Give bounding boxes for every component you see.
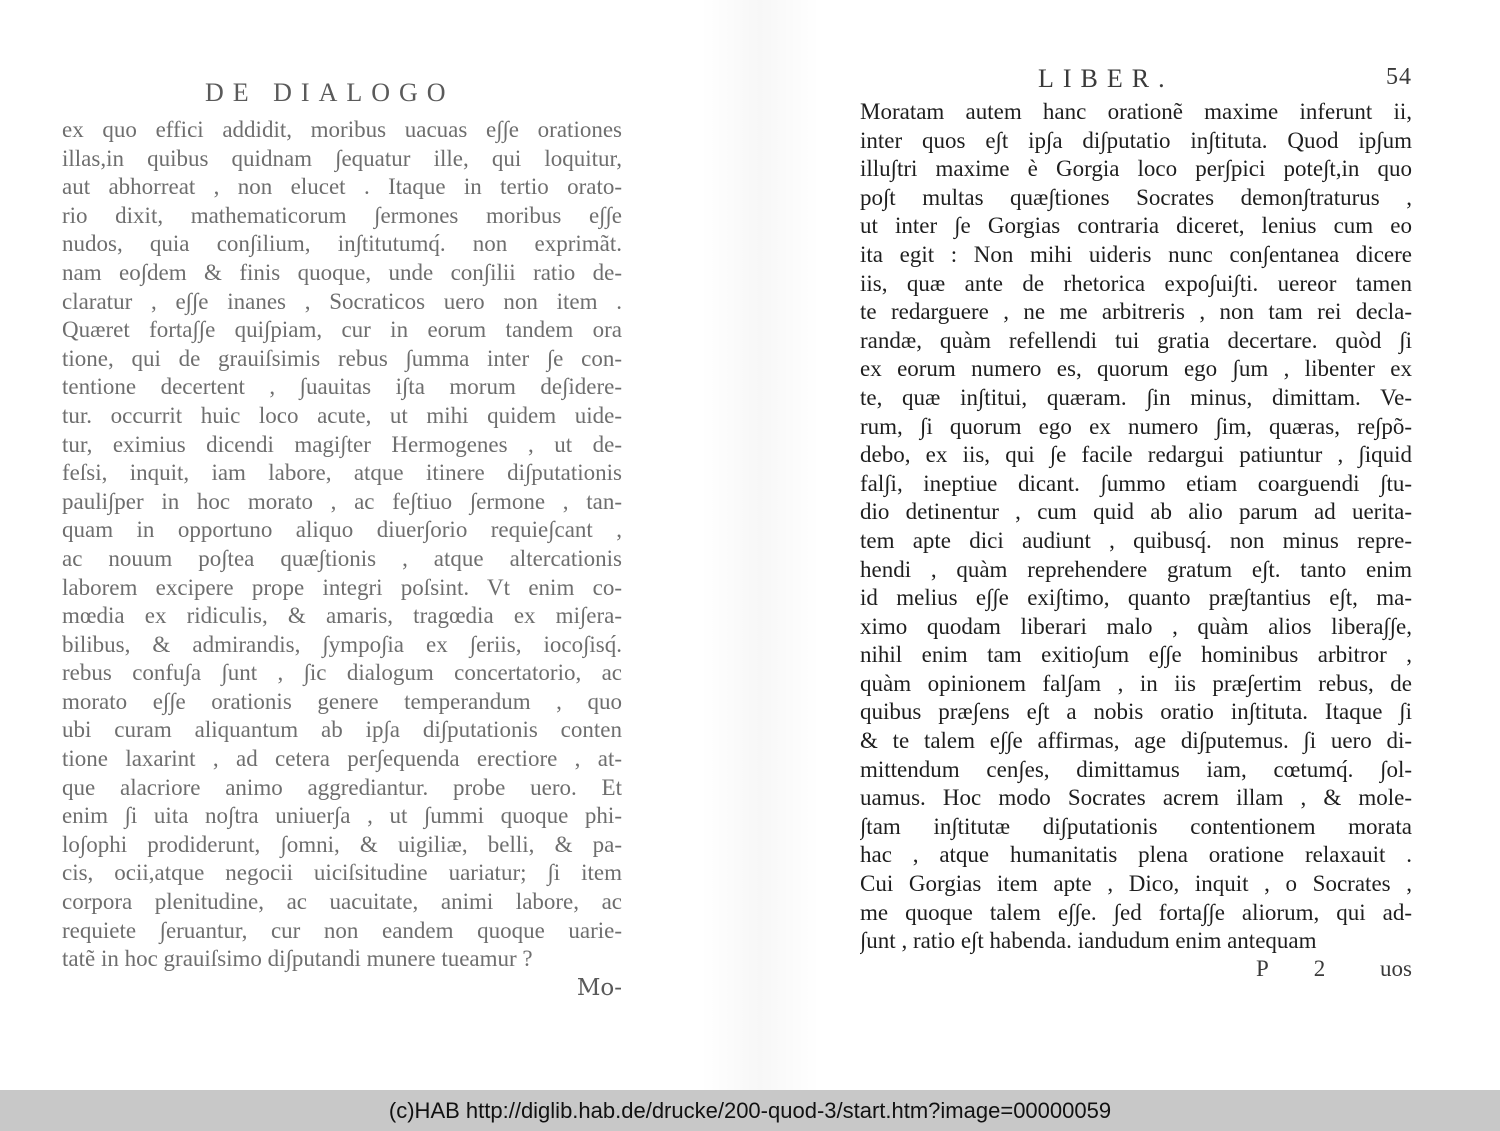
text-line: tione laxarint , ad cetera per∫equenda erectiore , at- <box>62 746 622 772</box>
text-line: cis, ocii,atque negocii uiciſsitudine uariatur; ∫i item <box>62 860 622 886</box>
text-line: lo∫ophi prodiderunt, ∫omni, & uigiliæ, belli, & pa- <box>62 831 622 857</box>
left-running-head <box>62 78 622 112</box>
text-line: illu∫tri maxime è Gorgia loco per∫pici pote∫t,in quo <box>860 156 1412 182</box>
text-line: Quæret forta∫∫e qui∫piam, cur in eorum tandem ora <box>62 317 622 343</box>
text-line: rum, ∫i quorum ego ex numero ∫im, quæras, re∫põ- <box>860 413 1412 439</box>
text-line: randæ, quàm refellendi tui gratia decertare. quòd ∫i <box>860 327 1412 353</box>
text-line: nudos, quia con∫ilium, in∫titutumq́. non exprimãt. <box>62 231 622 257</box>
text-line: requiete ∫eruantur, cur non eandem quoque uarie- <box>62 917 622 943</box>
left-running-head-text: DE DIALOGO <box>205 78 455 107</box>
text-line: tentione decertent , ∫uauitas i∫ta morum de∫idere- <box>62 374 622 400</box>
signature-mark: P 2 <box>1256 955 1346 981</box>
text-line: nam eo∫dem & finis quoque, unde con∫ilii ratio de- <box>62 259 622 285</box>
page-number: 54 <box>1386 64 1412 90</box>
text-line: tur. occurrit huic loco acute, ut mihi quidem uide- <box>62 402 622 428</box>
right-running-head-text: LIBER. <box>1038 64 1174 93</box>
text-line: hendi , quàm reprehendere gratum e∫t. tanto enim <box>860 556 1412 582</box>
text-line: ex eorum numero es, quorum ego ∫um , libenter ex <box>860 356 1412 382</box>
text-line: ex quo effici addidit, moribus uacuas e∫∫e orationes <box>62 117 622 142</box>
text-line: rio dixit, mathematicorum ∫ermones moribus e∫∫e <box>62 202 622 228</box>
text-line: mœdia ex ridiculis, & amaris, tragœdia ex mi∫era- <box>62 603 622 629</box>
left-page <box>62 78 622 1002</box>
text-line: ximo quodam liberari malo , quàm alios libera∫∫e, <box>860 613 1412 639</box>
text-line: me quoque talem e∫∫e. ∫ed forta∫∫e aliorum, qui ad- <box>860 899 1412 925</box>
text-line: aut abhorreat , non elucet . Itaque in tertio orato- <box>62 174 622 200</box>
text-line: quam in opportuno aliquo diuer∫orio requie∫cant , <box>62 517 622 543</box>
right-catchword: uos <box>1380 955 1412 981</box>
text-line: ∫tam in∫titutæ di∫putationis contentionem morata <box>860 813 1412 839</box>
text-line: bilibus, & admirandis, ∫ympo∫ia ex ∫eriis, ioco∫isq́. <box>62 631 622 657</box>
text-line: tatẽ in hoc grauiſsimo di∫putandi munere tueamur ? <box>62 946 533 972</box>
text-line: fal∫i, ineptiue dicant. ∫ummo etiam coarguendi ∫tu- <box>860 470 1412 496</box>
text-line: inter quos e∫t ip∫a di∫putatio in∫tituta. Quod ip∫um <box>860 127 1412 153</box>
text-line: & te talem e∫∫e affirmas, age di∫putemus. ∫i uero di- <box>860 728 1412 754</box>
text-line: dio detinentur , cum quid ab alio parum ad uerita- <box>860 499 1412 525</box>
text-line: que alacriore animo aggrediantur. probe uero. Et <box>62 774 622 800</box>
text-line: quibus præ∫ens e∫t a nobis oratio in∫tituta. Itaque ∫i <box>860 699 1412 725</box>
text-line: ∫unt , ratio e∫t habenda. iandudum enim antequam <box>860 928 1317 954</box>
text-line: nihil enim tam exitio∫um e∫∫e hominibus arbitror , <box>860 642 1412 668</box>
text-line: pauli∫per in hoc morato , ac fe∫tiuo ∫ermone , tan- <box>62 488 622 514</box>
text-line: ubi curam aliquantum ab ip∫a di∫putationis conten <box>62 717 622 743</box>
text-line: tem apte dici audiunt , quibusq́. non minus repre- <box>860 527 1412 553</box>
text-line: tur, eximius dicendi magi∫ter Hermogenes , ut de- <box>62 431 622 457</box>
text-line: corpora plenitudine, ac uacuitate, animi labore, ac <box>62 889 622 915</box>
text-line: illas,in quibus quidnam ∫equatur ille, qui loquitur, <box>62 145 622 171</box>
right-running-head <box>860 64 1412 98</box>
right-page-text <box>860 98 1412 956</box>
text-line: po∫t multas quæ∫tiones Socrates demon∫traturus , <box>860 184 1412 210</box>
text-line: claratur , e∫∫e inanes , Socraticos uero non item . <box>62 288 622 314</box>
text-line: id melius e∫∫e exi∫timo, quanto præ∫tantius e∫t, ma- <box>860 585 1412 611</box>
text-line: morato e∫∫e orationis genere temperandum , quo <box>62 688 622 714</box>
text-line: hac , atque humanitatis plena oratione relaxauit . <box>860 842 1412 868</box>
text-line: feſsi, inquit, iam labore, atque itinere di∫putationis <box>62 460 622 486</box>
text-line: rebus confu∫a ∫unt , ∫ic dialogum concertatorio, ac <box>62 660 622 686</box>
text-line: debo, ex iis, qui ∫e facile redargui patiuntur , ∫iquid <box>860 442 1412 468</box>
text-line: ita egit : Non mihi uideris nunc con∫entanea dicere <box>860 241 1412 267</box>
text-line: laborem excipere prope integri poſsint. Vt enim co- <box>62 574 622 600</box>
text-line: Cui Gorgias item apte , Dico, inquit , o Socrates , <box>860 871 1412 897</box>
right-page <box>860 64 1412 986</box>
text-line: te redarguere , ne me arbitreris , non tam rei decla- <box>860 299 1412 325</box>
copyright-footer <box>0 1090 1500 1131</box>
text-line: tione, qui de grauiſsimis rebus ∫umma inter ∫e con- <box>62 345 622 371</box>
page-gutter <box>700 0 820 1090</box>
text-line: iis, quæ ante de rhetorica expo∫ui∫ti. uereor tamen <box>860 270 1412 296</box>
text-line: enim ∫i uita no∫tra uniuer∫a , ut ∫ummi quoque phi- <box>62 803 622 829</box>
left-catchword: Mo- <box>576 974 622 1001</box>
left-page-text <box>62 116 622 974</box>
text-line: ac nouum po∫tea quæ∫tionis , atque altercationis <box>62 545 622 571</box>
text-line: mittendum cen∫es, dimittamus iam, cœtumq́. ∫ol- <box>860 756 1412 782</box>
text-line: quàm opinionem fal∫am , in iis præ∫ertim rebus, de <box>860 670 1412 696</box>
text-line: ut inter ∫e Gorgias contraria diceret, lenius cum eo <box>860 213 1412 239</box>
copyright-url-text: (c)HAB http://diglib.hab.de/drucke/200-quod-3/start.htm?image=00000059 <box>388 1097 1112 1123</box>
text-line: Moratam autem hanc orationẽ maxime inferunt ii, <box>860 99 1412 124</box>
right-page-foot <box>860 956 1412 986</box>
text-line: te, quæ in∫titui, quæram. ∫in minus, dimittam. Ve- <box>860 384 1412 410</box>
text-line: uamus. Hoc modo Socrates acrem illam , & mole- <box>860 785 1412 811</box>
